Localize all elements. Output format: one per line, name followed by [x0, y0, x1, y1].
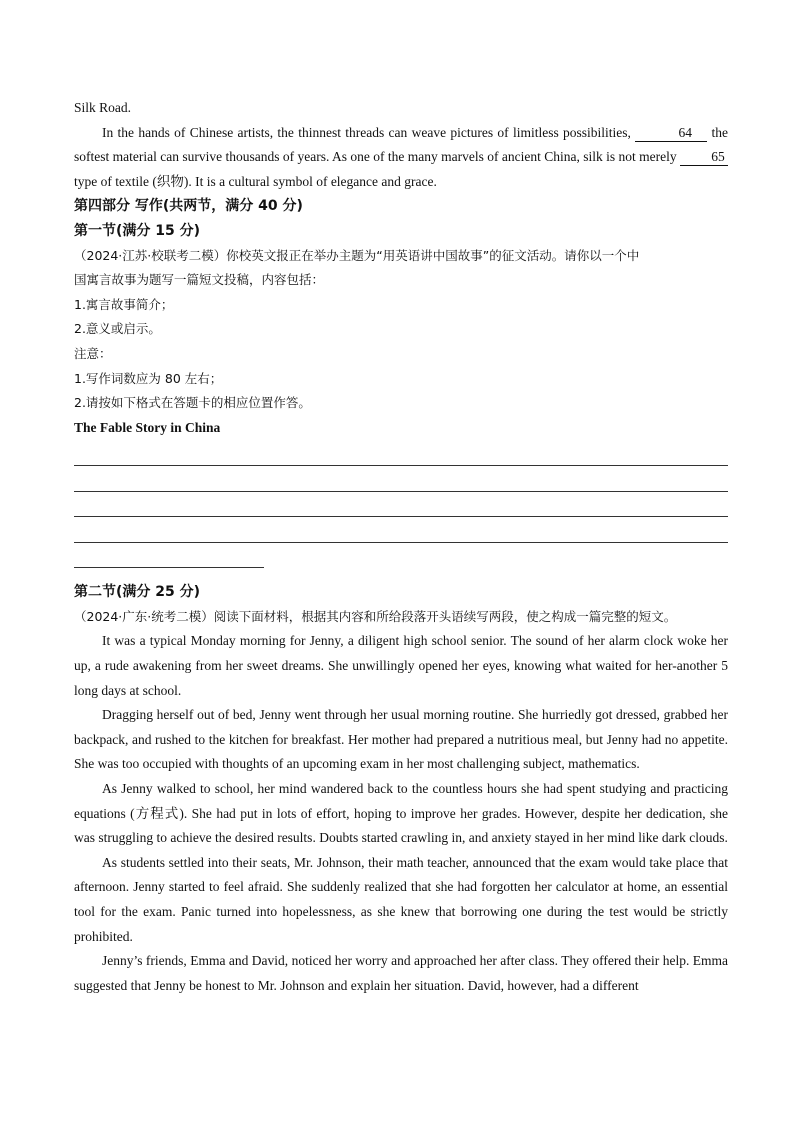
story-paragraph-3: As Jenny walked to school, her mind wandered back to the countless hours she had spent studying and practicing equations (方程式). She had put in lots of effort, hoping to improve her grades. However, despite her dedication, she was struggling to achieve the desired results. Doubts started crawling in, and anxiety stayed in her mind like dark clouds.	[74, 781, 728, 846]
passage-paragraph	[74, 121, 728, 195]
section1-prompt-line2: 国寓言故事为题写一篇短文投稿，内容包括：	[74, 272, 325, 288]
essay-title: The Fable Story in China	[74, 419, 221, 435]
passage-text-after-64: the softest material can survive thousands of years. As one of the many marvels of ancient China, silk is not merely	[74, 124, 729, 165]
part4-heading: 第四部分 写作(共两节，满分 40 分)	[74, 198, 303, 215]
blank-65[interactable]: 65	[680, 149, 728, 166]
story-paragraph-2: Dragging herself out of bed, Jenny went through her usual morning routine. She hurriedly got dressed, grabbed her backpack, and rushed to the kitchen for breakfast. Her mother had prepared a nutritious meal, but Jenny had no appetite. She was too occupied with thoughts of an upcoming exam in her most challenging subject, mathematics.	[74, 707, 728, 772]
section1-note1: 1.写作词数应为 80 左右；	[74, 370, 223, 386]
passage-text-after-65: type of textile (织物). It is a cultural symbol of elegance and grace.	[74, 173, 437, 189]
story-paragraph-4: As students settled into their seats, Mr. Johnson, their math teacher, announced that the exam would take place that afternoon. Jenny started to feel afraid. She suddenly realized that she had forgotten her calculator at home, an essential tool for the exam. Panic turned into hopelessness, as she knew that borrowing one during the test would be strictly prohibited.	[74, 854, 728, 944]
document-page	[74, 96, 728, 998]
story-paragraph-1: It was a typical Monday morning for Jenny, a diligent high school senior. The sound of her alarm clock woke her up, a rude awakening from her sweet dreams. She unwillingly opened her eyes, knowing what waited for her-another 5 long days at school.	[74, 633, 728, 698]
section1-note-label: 注意：	[74, 345, 112, 361]
writing-line[interactable]	[74, 517, 728, 543]
section1-note2: 2.请按如下格式在答题卡的相应位置作答。	[74, 395, 311, 411]
writing-line[interactable]	[74, 440, 728, 466]
section2-prompt: （2024·广东·统考二模）阅读下面材料，根据其内容和所给段落开头语续写两段，使之构成一篇完整的短文。	[74, 608, 677, 624]
story-paragraph-5: Jenny’s friends, Emma and David, noticed her worry and approached her after class. They offered their help. Emma suggested that Jenny be honest to Mr. Johnson and explain her situation. David, however, had a different	[74, 953, 728, 993]
writing-line[interactable]	[74, 466, 728, 492]
writing-line[interactable]	[74, 492, 728, 518]
section1-heading: 第一节(满分 15 分)	[74, 222, 201, 239]
section2-heading: 第二节(满分 25 分)	[74, 584, 201, 601]
section1-prompt-line1: （2024·江苏·校联考二模）你校英文报正在举办主题为“用英语讲中国故事”的征文活动。请你以一个中	[74, 247, 640, 263]
writing-line[interactable]	[74, 543, 264, 569]
blank-64[interactable]: 64	[635, 125, 707, 142]
passage-line-silk-road: Silk Road.	[74, 100, 132, 115]
passage-text-before-64: In the hands of Chinese artists, the thinnest threads can weave pictures of limitless possibilities,	[102, 124, 631, 140]
section1-item2: 2.意义或启示。	[74, 321, 161, 337]
section1-item1: 1.寓言故事简介；	[74, 296, 174, 312]
